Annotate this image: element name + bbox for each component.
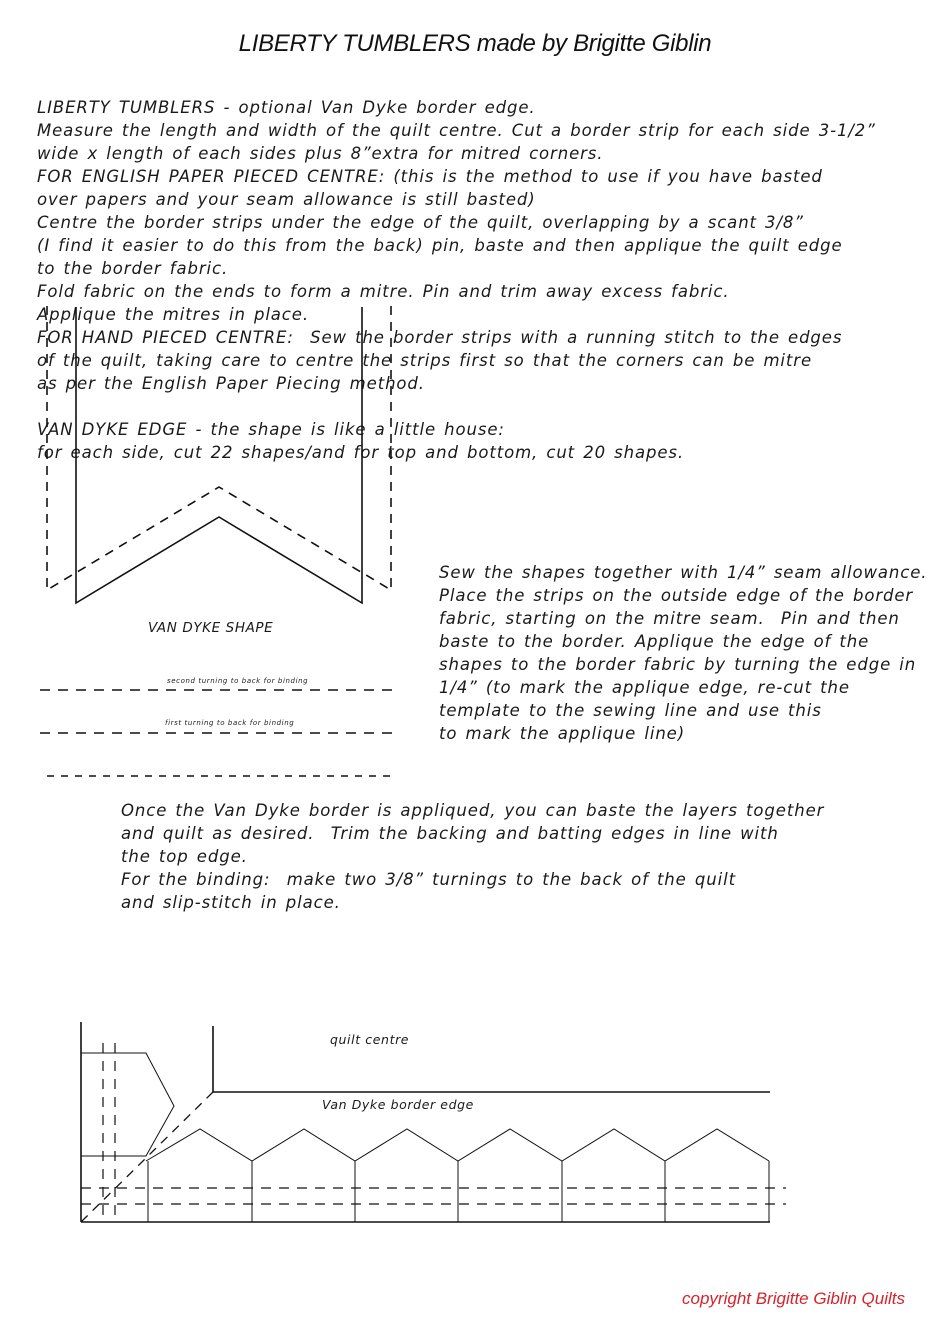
text-line: shapes to the border fabric by turning the edge in: [439, 655, 917, 674]
finishing-instructions: [121, 799, 824, 914]
text-line: fabric, starting on the mitre seam. Pin and then: [439, 609, 900, 628]
second-turning-label: second turning to back for binding: [167, 677, 309, 685]
text-line: Centre the border strips under the edge of the quilt, overlapping by a scant 3/8”: [37, 213, 804, 232]
text-line: Once the Van Dyke border is appliqued, you can baste the layers together: [121, 801, 825, 820]
copyright-notice: copyright Brigitte Giblin Quilts: [682, 1289, 905, 1308]
border-edge-label: Van Dyke border edge: [322, 1097, 474, 1112]
side-van-dyke-shape: [81, 1053, 174, 1156]
shape-label: VAN DYKE SHAPE: [148, 620, 274, 636]
text-line: of the quilt, taking care to centre the strips first so that the corners can be mitre: [37, 351, 813, 370]
van-dyke-edge-instructions: [37, 418, 684, 464]
text-line: (I find it easier to do this from the back) pin, baste and then applique the quilt edge: [37, 236, 843, 255]
page-title: LIBERTY TUMBLERS made by Brigitte Giblin: [238, 30, 712, 57]
mitre-seam: [81, 1092, 213, 1222]
text-line: for each side, cut 22 shapes/and for top and bottom, cut 20 shapes.: [37, 443, 685, 462]
van-dyke-shape-diagram: [0, 470, 420, 790]
text-line: as per the English Paper Piecing method.: [37, 374, 425, 393]
text-line: FOR ENGLISH PAPER PIECED CENTRE: (this is the method to use if you have basted: [37, 167, 823, 186]
text-line: to mark the applique line): [439, 724, 686, 743]
text-line: Measure the length and width of the quilt centre. Cut a border strip for each side 3-1/2”: [37, 121, 876, 140]
text-line: Applique the mitres in place.: [37, 305, 309, 324]
text-line: For the binding: make two 3/8” turnings to the back of the quilt: [121, 870, 736, 889]
text-line: VAN DYKE EDGE - the shape is like a little house:: [37, 420, 505, 439]
van-dyke-border-row: [146, 1129, 769, 1161]
corner-mitre-diagram: [0, 1010, 800, 1230]
text-line: Sew the shapes together with 1/4” seam allowance.: [439, 563, 928, 582]
text-line: Fold fabric on the ends to form a mitre. Pin and trim away excess fabric.: [37, 282, 730, 301]
text-line: template to the sewing line and use this: [439, 701, 822, 720]
text-line: Place the strips on the outside edge of the border: [439, 586, 914, 605]
sewing-instructions: [439, 561, 927, 745]
text-line: FOR HAND PIECED CENTRE: Sew the border strips with a running stitch to the edges: [37, 328, 843, 347]
text-line: wide x length of each sides plus 8”extra for mitred corners.: [37, 144, 604, 163]
intro-instructions: [37, 96, 876, 395]
text-line: and quilt as desired. Trim the backing and batting edges in line with: [121, 824, 779, 843]
text-line: 1/4” (to mark the applique edge, re-cut the: [439, 678, 850, 697]
text-line: to the border fabric.: [37, 259, 229, 278]
text-line: the top edge.: [121, 847, 248, 866]
quilt-centre-label: quilt centre: [330, 1032, 410, 1047]
text-line: baste to the border. Applique the edge of the: [439, 632, 870, 651]
first-turning-label: first turning to back for binding: [165, 719, 295, 727]
text-line: LIBERTY TUMBLERS - optional Van Dyke border edge.: [37, 98, 536, 117]
text-line: over papers and your seam allowance is still basted): [37, 190, 536, 209]
text-line: and slip-stitch in place.: [121, 893, 341, 912]
